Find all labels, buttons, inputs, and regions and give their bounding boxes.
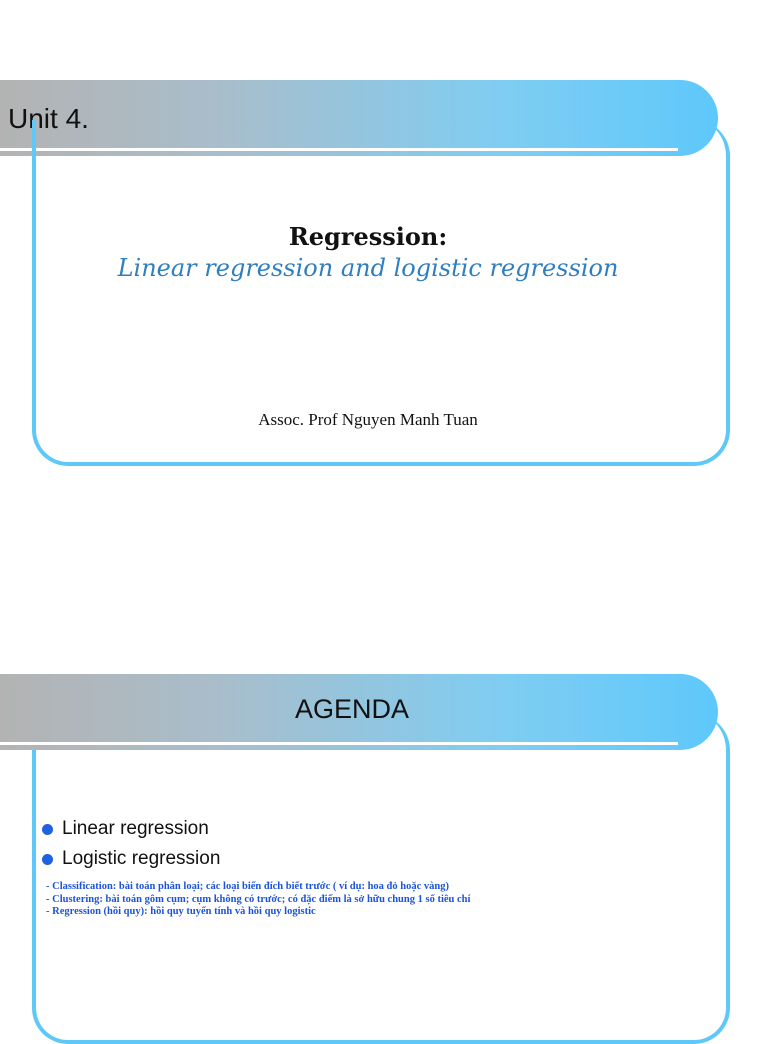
agenda-item-linear-regression xyxy=(42,814,220,844)
slide-title: Regression: xyxy=(288,222,448,251)
bullet-dot-icon xyxy=(42,824,53,835)
agenda-title: AGENDA xyxy=(294,694,410,724)
author-name: Assoc. Prof Nguyen Manh Tuan xyxy=(258,410,478,429)
note-clustering: - Clustering: bài toán gôm cụm; cụm không có trước; có đặc điểm là sở hữu chung 1 số tiêu chí xyxy=(46,893,471,905)
note-regression: - Regression (hồi quy): hồi quy tuyến tính và hồi quy logistic xyxy=(46,906,316,917)
bullet-dot-icon xyxy=(42,854,53,865)
agenda-item-logistic-regression xyxy=(42,844,220,874)
slide2-header-divider xyxy=(0,742,678,745)
speaker-notes xyxy=(46,881,470,919)
slide-subtitle: Linear regression and logistic regression xyxy=(117,254,619,282)
note-classification: - Classification: bài toán phân loại; các loại biến đích biết trước ( ví dụ: hoa đỏ hoặc vàng) xyxy=(46,881,449,892)
unit-title: Unit 4. xyxy=(8,103,89,134)
slide2-frame xyxy=(32,714,730,1044)
agenda-list xyxy=(42,814,220,874)
slide1-title-block xyxy=(0,222,736,284)
agenda-item-label: Linear regression xyxy=(62,818,209,839)
agenda-item-label: Logistic regression xyxy=(62,848,221,869)
